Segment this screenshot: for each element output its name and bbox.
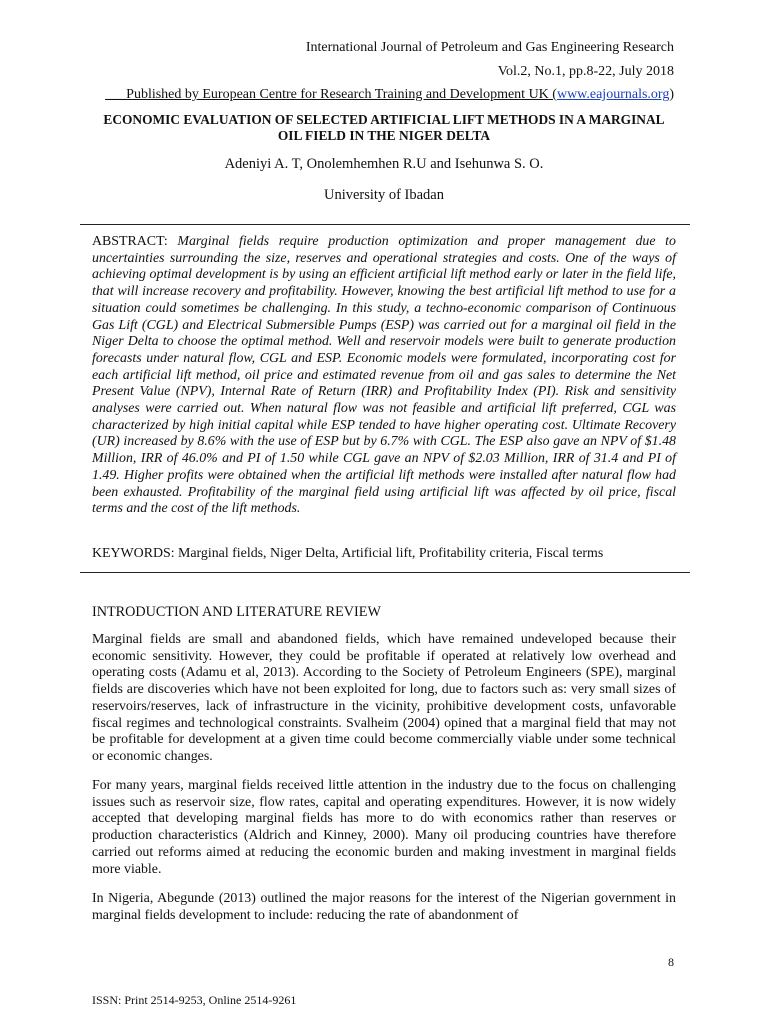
publisher-text: ___Published by European Centre for Research Training and Development UK ( — [105, 87, 557, 102]
body-paragraph-1: Marginal fields are small and abandoned fields, which have remained undeveloped because their economic sensitivity. However, they could be profitable if operated at relatively low overhead and operating costs (Adamu et al, 2013). According to the Society of Petroleum Engineers (SPE), marginal fields are discoveries which have not been exploited for long, due to factors such as: very small sizes of reservoirs/reserves, lack of infrastructure in the vicinity, prohibitive development costs, unfavorable fiscal regimes and technological constraints. Svalheim (2004) opined that a marginal field that may not be profitable for development at a given time could become commercially viable under some technical or economic changes. — [92, 632, 676, 764]
section-heading: INTRODUCTION AND LITERATURE REVIEW — [92, 604, 381, 620]
issn-footer: ISSN: Print 2514-9253, Online 2514-9261 — [92, 993, 297, 1007]
page-number: 8 — [668, 955, 674, 969]
publisher-close-paren: ) — [669, 87, 674, 102]
body-paragraph-3: In Nigeria, Abegunde (2013) outlined the major reasons for the interest of the Nigerian government in marginal fields development to include: reducing the rate of abandonment of — [92, 891, 676, 923]
journal-name: International Journal of Petroleum and Gas Engineering Research — [305, 40, 674, 55]
paper-title: ECONOMIC EVALUATION OF SELECTED ARTIFICIAL LIFT METHODS IN A MARGINAL OIL FIELD IN THE NIGER DELTA — [103, 112, 665, 143]
keywords-line: KEYWORDS: Marginal fields, Niger Delta, Artificial lift, Profitability criteria, Fiscal terms — [92, 546, 604, 561]
volume-info: Vol.2, No.1, pp.8-22, July 2018 — [497, 64, 674, 79]
body-paragraph-2: For many years, marginal fields received little attention in the industry due to the focus on challenging issues such as reservoir size, flow rates, capital and operating expenditures. However, it is now widely accepted that developing marginal fields has more to do with economics rather than reserves or production characteristics (Aldrich and Kinney, 2000). Many oil producing countries have therefore carried out reforms aimed at reducing the economic burden and making investment in marginal fields more viable. — [92, 778, 676, 877]
abstract-label: ABSTRACT: — [92, 234, 178, 249]
abstract-block — [92, 234, 676, 518]
publisher-line — [105, 87, 674, 103]
journal-website-link[interactable]: www.eajournals.org — [556, 87, 670, 102]
abstract-bottom-rule — [80, 572, 690, 573]
paper-authors: Adeniyi A. T, Onolemhemhen R.U and Isehunwa S. O. — [224, 156, 544, 172]
paper-affiliation: University of Ibadan — [324, 187, 444, 203]
abstract-top-rule — [80, 224, 690, 225]
abstract-text: Marginal fields require production optimization and proper management due to uncertainties surrounding the size, reserves and operational strategies and costs. One of the ways of achieving optimal development is by using an efficient artificial lift method early or later in the field life, that will increase recovery and profitability. However, knowing the best artificial lift method to use for a situation could sometimes be challenging. In this study, a techno-economic comparison of Continuous Gas Lift (CGL) and Electrical Submersible Pumps (ESP) was carried out for a marginal oil field in the Niger Delta to choose the optimal method. Well and reservoir models were built to generate production forecasts under natural flow, CGL and ESP. Economic models were formulated, incorporating cost for each artificial lift method, oil price and estimated revenue from oil and gas sales to determine the Net Present Value (NPV), Internal Rate of Return (IRR) and Profitability Index (PI). Risk and sensitivity analyses were carried out. When natural flow was not feasible and artificial lift preferred, CGL was characterized by high initial capital while ESP tended to have higher operating cost. Ultimate Recovery (UR) increased by 8.6% with the use of ESP but by 6.7% with CGL. The ESP also gave an NPV of $1.48 Million, IRR of 46.0% and PI of 1.50 while CGL gave an NPV of $2.03 Million, IRR of 31.4 and PI of 1.49. Higher profits were obtained when the artificial lift methods were installed after natural flow had been exhausted. Profitability of the marginal field using artificial lift was affected by oil price, fiscal terms and the cost of the lift methods. — [92, 234, 676, 517]
